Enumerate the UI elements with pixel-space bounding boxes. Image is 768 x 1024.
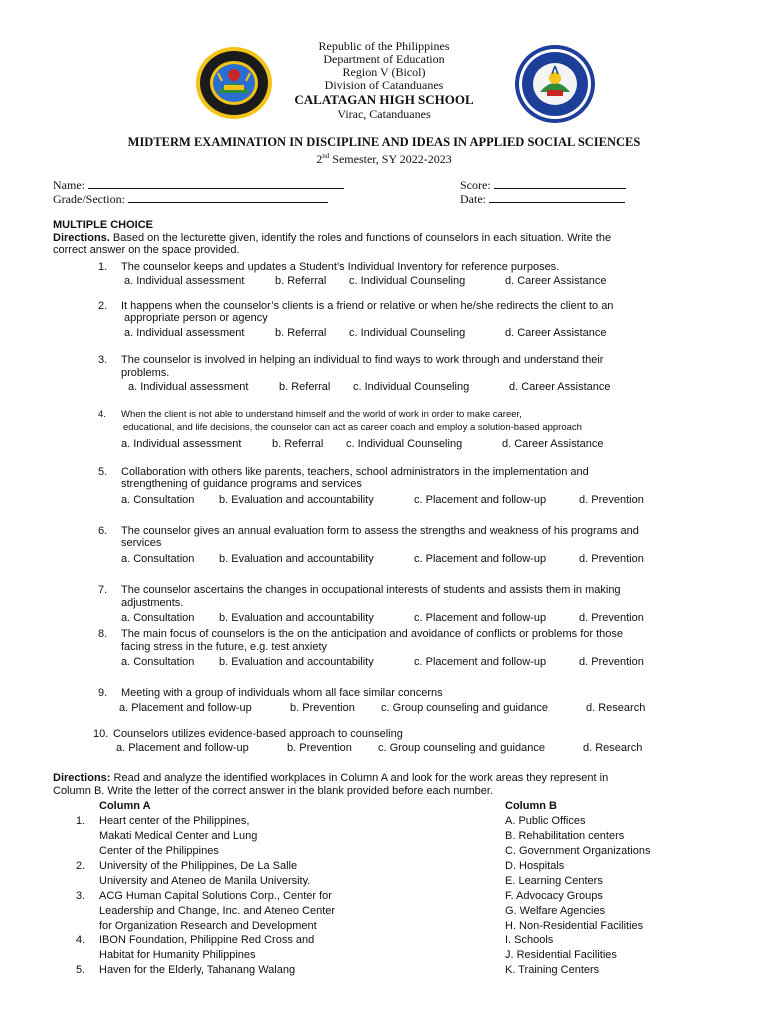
date-field[interactable] <box>460 192 625 207</box>
question-8-option-a[interactable]: a. Consultation <box>121 656 195 668</box>
grade-section-field[interactable] <box>53 192 328 207</box>
column-b-item-c: C. Government Organizations <box>505 845 651 857</box>
question-7-option-a[interactable]: a. Consultation <box>121 612 195 624</box>
question-9-option-a[interactable]: a. Placement and follow-up <box>119 702 252 714</box>
column-a-header: Column A <box>99 800 151 812</box>
column-a-item-1-line3: Center of the Philippines <box>99 845 219 857</box>
question-4-text-line2: educational, and life decisions, the counselor can act as career coach and employ a solution-based approach <box>123 422 582 433</box>
header-division: Division of Catanduanes <box>324 78 444 92</box>
grade-section-blank[interactable] <box>128 192 328 203</box>
question-7-option-c[interactable]: c. Placement and follow-up <box>414 612 547 624</box>
column-a-item-4-line2: Habitat for Humanity Philippines <box>99 949 256 961</box>
question-7-option-b[interactable]: b. Evaluation and accountability <box>219 612 374 624</box>
score-blank[interactable] <box>494 178 626 189</box>
question-9-number: 9. <box>98 687 108 699</box>
question-6-number: 6. <box>98 525 108 537</box>
matching-directions-line2: Column B. Write the letter of the correct answer in the blank provided before each number. <box>53 785 494 797</box>
column-a-item-2-line1: University of the Philippines, De La Salle <box>99 860 298 872</box>
question-3-number: 3. <box>98 354 108 366</box>
column-b-item-g: G. Welfare Agencies <box>505 905 606 917</box>
column-a-item-1-line2: Makati Medical Center and Lung <box>99 830 258 842</box>
question-1-number: 1. <box>98 261 108 273</box>
question-5-option-b[interactable]: b. Evaluation and accountability <box>219 494 374 506</box>
question-10-option-a[interactable]: a. Placement and follow-up <box>116 742 249 754</box>
column-b-item-a: A. Public Offices <box>505 815 586 827</box>
date-label: Date: <box>460 192 486 206</box>
question-2-number: 2. <box>98 300 108 312</box>
column-b-item-f: F. Advocacy Groups <box>505 890 603 902</box>
question-1-option-a[interactable]: a. Individual assessment <box>124 275 245 287</box>
semester-line <box>0 150 768 166</box>
column-b-item-i: I. Schools <box>505 934 554 946</box>
column-b-item-e: E. Learning Centers <box>505 875 603 887</box>
question-5-text-line2: strengthening of guidance programs and services <box>121 478 362 490</box>
question-7-text-line2: adjustments. <box>121 597 184 609</box>
question-2-option-c[interactable]: c. Individual Counseling <box>349 327 466 339</box>
column-a-item-4-line1: IBON Foundation, Philippine Red Cross and <box>99 934 315 946</box>
header-region: Region V (Bicol) <box>342 65 426 79</box>
question-10-option-c[interactable]: c. Group counseling and guidance <box>378 742 545 754</box>
mc-directions-line1 <box>53 232 611 244</box>
matching-directions-text: Read and analyze the identified workplaces in Column A and look for the work areas they represent in <box>110 772 609 784</box>
name-field[interactable] <box>53 178 344 193</box>
question-4-option-d[interactable]: d. Career Assistance <box>502 438 604 450</box>
question-6-option-a[interactable]: a. Consultation <box>121 553 195 565</box>
column-a-item-5-line1: Haven for the Elderly, Tahanang Walang <box>99 964 296 976</box>
semester-suffix: nd <box>322 152 330 160</box>
question-1-option-d[interactable]: d. Career Assistance <box>505 275 607 287</box>
column-a-item-4-number: 4. <box>76 934 86 946</box>
score-label: Score: <box>460 178 491 192</box>
column-a-item-3-line1: ACG Human Capital Solutions Corp., Center for <box>99 890 332 902</box>
question-3-option-b[interactable]: b. Referral <box>279 381 331 393</box>
question-5-option-d[interactable]: d. Prevention <box>579 494 644 506</box>
question-9-text: Meeting with a group of individuals whom all face similar concerns <box>121 687 443 699</box>
question-3-option-c[interactable]: c. Individual Counseling <box>353 381 470 393</box>
question-8-option-b[interactable]: b. Evaluation and accountability <box>219 656 374 668</box>
question-4-number: 4. <box>98 409 106 420</box>
question-10-option-b[interactable]: b. Prevention <box>287 742 352 754</box>
question-7-number: 7. <box>98 584 108 596</box>
column-a-item-3-line3: for Organization Research and Development <box>99 920 317 932</box>
question-5-number: 5. <box>98 466 108 478</box>
question-6-option-b[interactable]: b. Evaluation and accountability <box>219 553 374 565</box>
question-2-option-b[interactable]: b. Referral <box>275 327 327 339</box>
question-10-text: Counselors utilizes evidence-based approach to counseling <box>113 728 403 740</box>
question-5-option-c[interactable]: c. Placement and follow-up <box>414 494 547 506</box>
question-9-option-d[interactable]: d. Research <box>586 702 646 714</box>
question-6-option-c[interactable]: c. Placement and follow-up <box>414 553 547 565</box>
name-label: Name: <box>53 178 85 192</box>
column-a-item-2-number: 2. <box>76 860 86 872</box>
column-a-item-3-number: 3. <box>76 890 86 902</box>
column-a-item-5-number: 5. <box>76 964 86 976</box>
mc-directions-text: Based on the lecturette given, identify the roles and functions of counselors in each situation. Write the <box>109 232 612 244</box>
question-1-option-b[interactable]: b. Referral <box>275 275 327 287</box>
question-9-option-b[interactable]: b. Prevention <box>290 702 355 714</box>
school-location: Virac, Catanduanes <box>337 107 431 121</box>
mc-directions-line2: correct answer on the space provided. <box>53 244 240 256</box>
question-9-option-c[interactable]: c. Group counseling and guidance <box>381 702 548 714</box>
question-3-text-line2: problems. <box>121 367 170 379</box>
question-4-option-c[interactable]: c. Individual Counseling <box>346 438 463 450</box>
column-b-item-b: B. Rehabilitation centers <box>505 830 625 842</box>
date-blank[interactable] <box>489 192 625 203</box>
column-a-item-1-number: 1. <box>76 815 86 827</box>
question-3-option-d[interactable]: d. Career Assistance <box>509 381 611 393</box>
question-8-option-d[interactable]: d. Prevention <box>579 656 644 668</box>
name-blank[interactable] <box>88 178 344 189</box>
question-2-text: It happens when the counselor’s clients is a friend or relative or when he/she redirects the client to an <box>121 300 614 312</box>
question-2-option-d[interactable]: d. Career Assistance <box>505 327 607 339</box>
question-2-text-line2: appropriate person or agency <box>124 312 268 324</box>
column-b-item-j: J. Residential Facilities <box>505 949 617 961</box>
question-3-text: The counselor is involved in helping an individual to find ways to work through and understand their <box>121 354 604 366</box>
column-b-item-h: H. Non-Residential Facilities <box>505 920 644 932</box>
exam-title: MIDTERM EXAMINATION IN DISCIPLINE AND IDEAS IN APPLIED SOCIAL SCIENCES <box>127 135 641 149</box>
semester-number: 2 <box>316 152 323 166</box>
multiple-choice-heading: MULTIPLE CHOICE <box>53 219 154 231</box>
question-1-text: The counselor keeps and updates a Student’s Individual Inventory for reference purposes. <box>121 261 560 273</box>
school-name: CALATAGAN HIGH SCHOOL <box>294 92 474 107</box>
question-5-option-a[interactable]: a. Consultation <box>121 494 195 506</box>
question-4-option-b[interactable]: b. Referral <box>272 438 324 450</box>
question-6-text: The counselor gives an annual evaluation form to assess the strengths and weakness of his programs and <box>121 525 639 537</box>
question-7-option-d[interactable]: d. Prevention <box>579 612 644 624</box>
semester-text: Semester, SY 2022-2023 <box>329 152 452 166</box>
question-8-text-line2: facing stress in the future, e.g. test anxiety <box>121 641 328 653</box>
question-10-option-d[interactable]: d. Research <box>583 742 643 754</box>
column-a-item-2-line2: University and Ateneo de Manila University. <box>99 875 311 887</box>
question-4-option-a[interactable]: a. Individual assessment <box>121 438 242 450</box>
question-10-number: 10. <box>93 728 109 740</box>
column-b-item-d: D. Hospitals <box>505 860 565 872</box>
header-republic: Republic of the Philippines <box>318 39 450 53</box>
column-b-header: Column B <box>505 800 557 812</box>
column-b-item-k: K. Training Centers <box>505 964 600 976</box>
question-6-option-d[interactable]: d. Prevention <box>579 553 644 565</box>
question-3-option-a[interactable]: a. Individual assessment <box>128 381 249 393</box>
matching-directions-label: Directions: <box>53 772 111 784</box>
question-8-option-c[interactable]: c. Placement and follow-up <box>414 656 547 668</box>
question-2-option-a[interactable]: a. Individual assessment <box>124 327 245 339</box>
question-1-option-c[interactable]: c. Individual Counseling <box>349 275 466 287</box>
question-4-text: When the client is not able to understand himself and the world of work in order to make career, <box>121 409 522 420</box>
column-a-item-1-line1: Heart center of the Philippines, <box>99 815 250 827</box>
question-5-text: Collaboration with others like parents, teachers, school administrators in the implementation and <box>121 466 589 478</box>
grade-section-label: Grade/Section: <box>53 192 125 206</box>
column-a-item-3-line2: Leadership and Change, Inc. and Ateneo Center <box>99 905 336 917</box>
question-7-text: The counselor ascertains the changes in occupational interests of students and assists them in making <box>121 584 621 596</box>
matching-directions-line1 <box>53 772 608 784</box>
header-department: Department of Education <box>323 52 445 66</box>
score-field[interactable] <box>460 178 626 193</box>
question-8-number: 8. <box>98 628 108 640</box>
question-8-text: The main focus of counselors is the on the anticipation and avoidance of conflicts or problems for those <box>121 628 624 640</box>
mc-directions-label: Directions. <box>53 232 110 244</box>
question-6-text-line2: services <box>121 537 162 549</box>
